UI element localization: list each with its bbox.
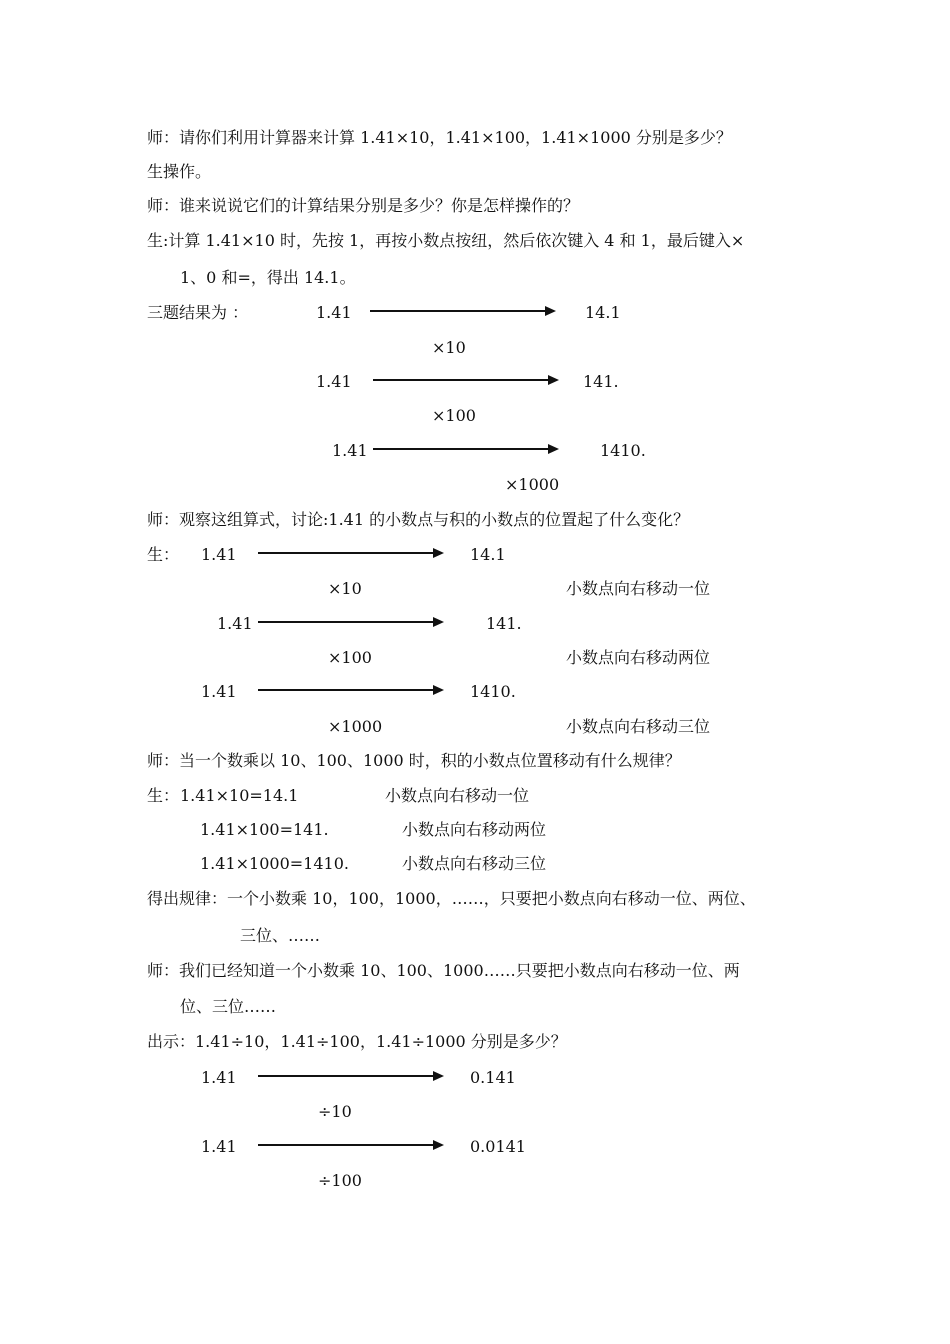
arrow-icon [370, 306, 556, 316]
division-to: 0.0141 [470, 1137, 526, 1156]
division-op: ÷100 [318, 1171, 362, 1190]
conclusion-line2: 三位、…… [240, 926, 321, 945]
observe-to: 1410. [470, 682, 516, 701]
student-label: 生： [147, 545, 180, 564]
observe-from: 1.41 [201, 682, 237, 701]
division-from: 1.41 [201, 1068, 237, 1087]
arrow-icon [258, 685, 444, 695]
observe-op: ×100 [328, 648, 372, 667]
teacher-division-line1: 师：我们已经知道一个小数乘 10、100、1000……只要把小数点向右移动一位、两 [147, 961, 740, 980]
teacher-question-rule: 师：当一个数乘以 10、100、1000 时，积的小数点位置移动有什么规律？ [147, 751, 681, 770]
student-operate: 生操作。 [147, 162, 212, 181]
result-op: ×1000 [505, 475, 560, 494]
observe-op: ×1000 [328, 717, 383, 736]
teacher-question-observe: 师：观察这组算式，讨论:1.41 的小数点与积的小数点的位置起了什么变化？ [147, 510, 690, 529]
conclusion-line1: 得出规律：一个小数乘 10，100，1000，……，只要把小数点向右移动一位、两位、 [147, 889, 756, 908]
result-from: 1.41 [332, 441, 368, 460]
result-from: 1.41 [316, 372, 352, 391]
observe-to: 14.1 [470, 545, 506, 564]
results-label: 三题结果为 ： [147, 303, 249, 322]
division-op: ÷10 [318, 1102, 352, 1121]
observe-op: ×10 [328, 579, 362, 598]
arrow-icon [258, 548, 444, 558]
result-from: 1.41 [316, 303, 352, 322]
result-to: 1410. [600, 441, 646, 460]
observe-note: 小数点向右移动三位 [566, 717, 711, 736]
result-to: 141. [583, 372, 619, 391]
observe-note: 小数点向右移动两位 [566, 648, 711, 667]
result-op: ×10 [432, 338, 466, 357]
teacher-question-results: 师：谁来说说它们的计算结果分别是多少？你是怎样操作的？ [147, 196, 580, 215]
rule-note: 小数点向右移动两位 [402, 820, 547, 839]
arrow-icon [258, 1071, 444, 1081]
teacher-division-line2: 位、三位…… [180, 997, 277, 1016]
student-answer-line2: 1、0 和=，得出 14.1。 [180, 268, 356, 287]
arrow-icon [258, 1140, 444, 1150]
observe-note: 小数点向右移动一位 [566, 579, 711, 598]
student-answer-line1: 生:计算 1.41×10 时，先按 1，再按小数点按纽，然后依次键入 4 和 1，最后键入× [147, 231, 745, 250]
result-to: 14.1 [585, 303, 621, 322]
observe-to: 141. [486, 614, 522, 633]
observe-from: 1.41 [201, 545, 237, 564]
arrow-icon [258, 617, 444, 627]
division-to: 0.141 [470, 1068, 516, 1087]
division-from: 1.41 [201, 1137, 237, 1156]
result-op: ×100 [432, 406, 476, 425]
rule-note: 小数点向右移动一位 [385, 786, 530, 805]
teacher-question-calculator: 师：请你们利用计算器来计算 1.41×10，1.41×100，1.41×1000 分别是多少？ [147, 128, 732, 147]
student-label: 生： [147, 786, 180, 805]
division-show: 出示：1.41÷10，1.41÷100，1.41÷1000 分别是多少？ [147, 1032, 567, 1051]
arrow-icon [373, 375, 559, 385]
rule-equation: 1.41×1000=1410. [200, 854, 349, 873]
rule-equation: 1.41×100=141. [200, 820, 329, 839]
observe-from: 1.41 [217, 614, 253, 633]
arrow-icon [373, 444, 559, 454]
rule-note: 小数点向右移动三位 [402, 854, 547, 873]
rule-equation: 1.41×10=14.1 [180, 786, 299, 805]
